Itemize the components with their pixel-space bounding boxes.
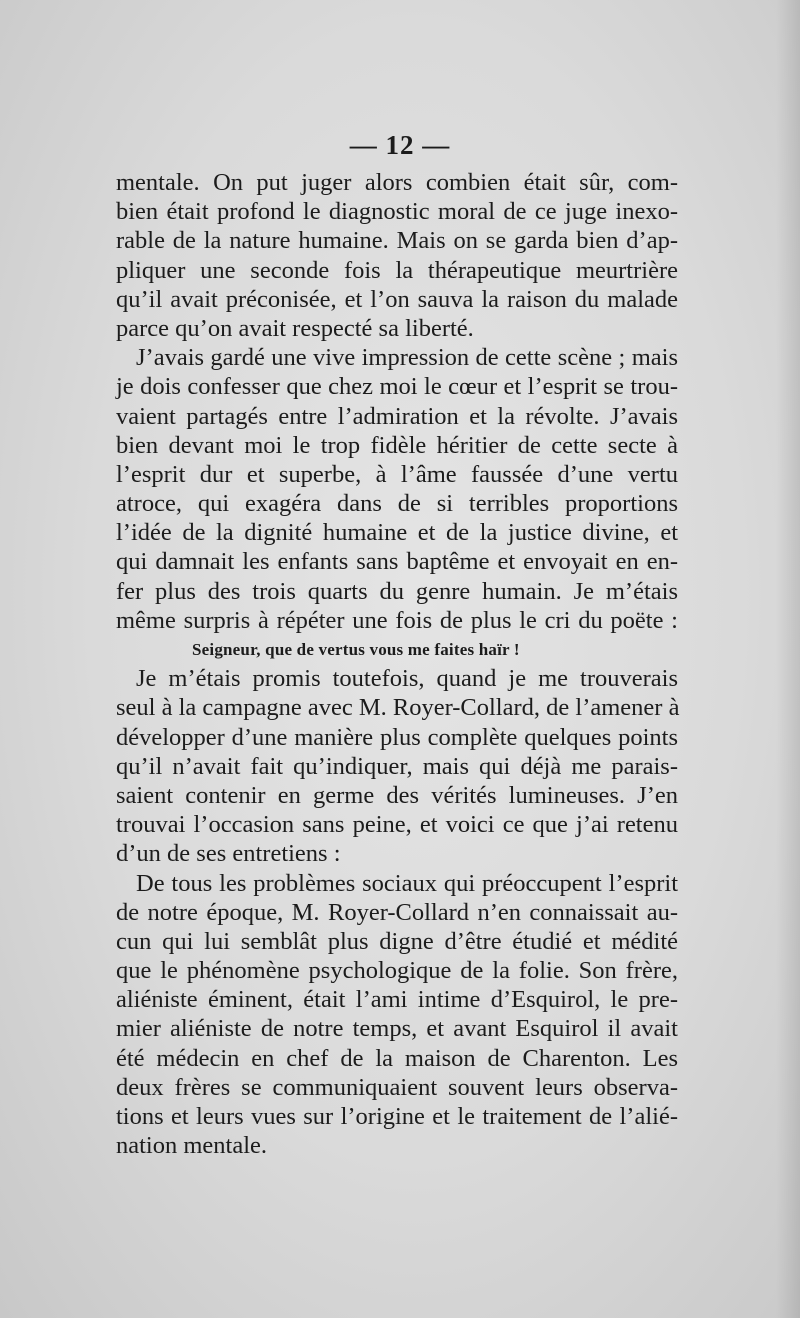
text-line: tions et leurs vues sur l’origine et le traitement de l’alié- (116, 1103, 678, 1130)
text-line: qu’il avait préconisée, et l’on sauva la raison du malade (116, 285, 678, 313)
text-line: de notre époque, M. Royer-Collard n’en connaissait au- (116, 898, 678, 926)
text-line: deux frères se communiquaient souvent leurs observa- (116, 1073, 678, 1101)
text-line: l’esprit dur et superbe, à l’âme faussée d’une vertu (116, 460, 678, 488)
text-line: pliquer une seconde fois la thérapeutique meurtrière (116, 256, 678, 284)
text-line: fer plus des trois quarts du genre humain. Je m’étais (116, 577, 678, 605)
paragraph-last-line: nation mentale. (116, 1132, 268, 1160)
text-line: trouvai l’occasion sans peine, et voici ce que j’ai retenu (116, 811, 678, 839)
text-line: bien était profond le diagnostic moral de ce juge inexo- (116, 198, 678, 226)
body-text (116, 168, 678, 1160)
text-line: je dois confesser que chez moi le cœur et l’esprit se trou- (116, 373, 678, 401)
text-line: cun qui lui semblât plus digne d’être étudié et médité (116, 927, 678, 955)
paragraph-first-line: De tous les problèmes sociaux qui préoccupent l’esprit (136, 869, 678, 897)
paragraph-last-line: parce qu’on avait respecté sa liberté. (116, 314, 474, 342)
text-line: été médecin en chef de la maison de Charenton. Les (116, 1044, 678, 1072)
page-number: — 12 — (349, 130, 451, 160)
text-line: vaient partagés entre l’admiration et la révolte. J’avais (116, 402, 678, 430)
text-line: qui damnait les enfants sans baptême et envoyait en en- (116, 548, 678, 576)
text-line: l’idée de la dignité humaine et de la justice divine, et (116, 519, 678, 547)
text-line: saient contenir en germe des vérités lumineuses. J’en (116, 781, 678, 809)
text-line: bien devant moi le trop fidèle héritier de cette secte à (116, 431, 678, 459)
text-line: seul à la campagne avec M. Royer-Collard, de l’amener à (116, 694, 680, 722)
text-line: mentale. On put juger alors combien était sûr, com- (116, 169, 678, 196)
text-line: mier aliéniste de notre temps, et avant Esquirol il avait (116, 1015, 678, 1043)
text-line: que le phénomène psychologique de la folie. Son frère, (116, 957, 678, 985)
text-line: rable de la nature humaine. Mais on se garda bien d’ap- (116, 227, 678, 255)
text-line: développer d’une manière plus complète quelques points (116, 723, 678, 751)
text-line: aliéniste éminent, était l’ami intime d’Esquirol, le pre- (116, 986, 678, 1014)
paragraph-last-line: d’un de ses entretiens : (116, 840, 341, 868)
text-line: même surpris à répéter une fois de plus le cri du poëte : (116, 606, 678, 634)
text-line: atroce, qui exagéra dans de si terribles proportions (116, 490, 678, 518)
paragraph-first-line: Je m’étais promis toutefois, quand je me trouverais (136, 665, 678, 693)
text-line: qu’il n’avait fait qu’indiquer, mais qui déjà me parais- (116, 752, 678, 780)
paragraph-first-line: J’avais gardé une vive impression de cette scène ; mais (136, 344, 678, 372)
page-edge-shadow (776, 0, 800, 1318)
verse-quote: Seigneur, que de vertus vous me faites haïr ! (192, 640, 520, 659)
